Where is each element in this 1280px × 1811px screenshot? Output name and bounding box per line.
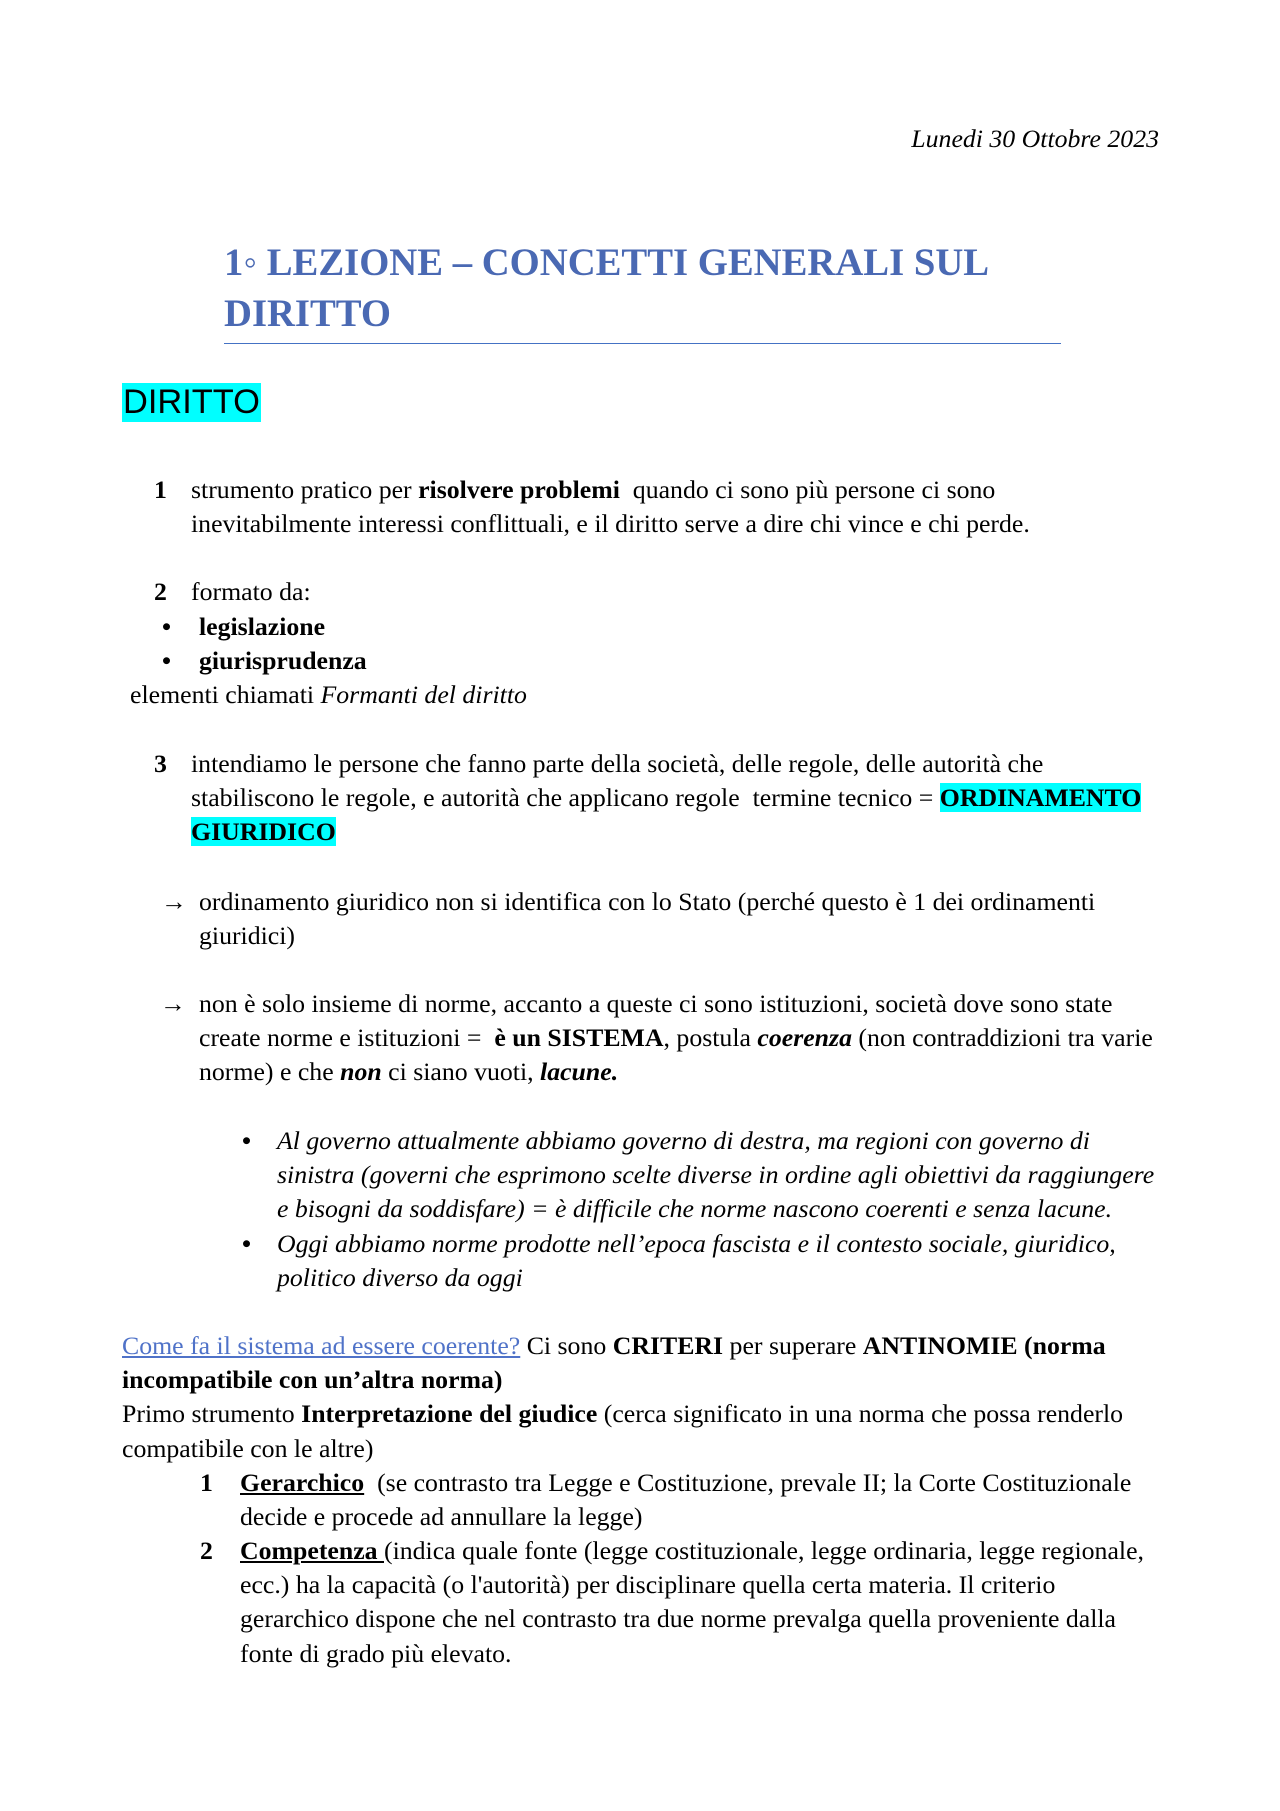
criterion-number: 2 — [200, 1536, 213, 1565]
bold-italic-term: lacune. — [540, 1057, 619, 1087]
bullet-icon: • — [162, 646, 172, 675]
text-line — [191, 815, 1141, 849]
text-run: gerarchico dispone che nel contrasto tra due norme prevalga quella proveniente dalla — [240, 1604, 1116, 1634]
bold-term: giurisprudenza — [199, 646, 367, 675]
text-run: create norme e istituzioni = — [199, 1023, 495, 1053]
highlighted-term: ORDINAMENTO — [939, 783, 1142, 813]
point-text — [191, 747, 1141, 850]
text-line — [277, 1227, 1116, 1261]
bold-italic-term: non — [340, 1057, 382, 1087]
arrow-right-icon: → — [161, 887, 187, 916]
text-line — [122, 1397, 1123, 1431]
text-run: (indica quale fonte (legge costituzionale, legge ordinaria, legge regionale, — [384, 1536, 1144, 1565]
text-run: fonte di grado più elevato. — [240, 1638, 512, 1668]
text-run: Oggi abbiamo norme prodotte nell’epoca fascista e il contesto sociale, giuridico, — [277, 1229, 1116, 1258]
question-link[interactable]: Come fa il sistema ad essere coerente? — [122, 1331, 521, 1360]
text-run: non è solo insieme di norme, accanto a queste ci sono istituzioni, società dove sono state — [199, 989, 1113, 1018]
bold-term: ANTINOMIE (norma — [862, 1331, 1106, 1360]
text-run: stabiliscono le regole, e autorità che applicano regole termine tecnico = — [191, 783, 940, 813]
text-line — [277, 1158, 1154, 1192]
text-line — [240, 1602, 1144, 1636]
point-number: 2 — [154, 577, 167, 606]
text-run: strumento pratico per — [191, 475, 419, 504]
criterion-number: 1 — [200, 1468, 213, 1497]
text-run: ordinamento giuridico non si identifica con lo Stato (perché questo è 1 dei ordinamenti — [199, 887, 1096, 916]
text-line — [191, 781, 1141, 815]
point-text — [191, 575, 311, 609]
bold-term: risolvere problemi — [418, 475, 620, 504]
text-line — [240, 1534, 1144, 1568]
text-run: ecc.) ha la capacità (o l'autorità) per disciplinare quella certa materia. Il criterio — [240, 1570, 1056, 1600]
text-run: intendiamo le persone che fanno parte della società, delle regole, delle autorità che — [191, 749, 1044, 778]
text-run: giuridici) — [199, 921, 295, 951]
text-run: (non contraddizioni tra varie — [851, 1023, 1153, 1053]
bold-term: CRITERI — [612, 1331, 724, 1360]
text-run: quando ci sono più persone ci sono — [619, 475, 996, 504]
text-run: , postula — [663, 1023, 758, 1053]
highlighted-term: GIURIDICO — [191, 817, 336, 847]
text-run: politico diverso da oggi — [277, 1263, 523, 1293]
bold-term: incompatibile con un’altra norma) — [122, 1365, 503, 1395]
example-text — [277, 1227, 1116, 1295]
bold-term: Interpretazione del giudice — [301, 1399, 598, 1429]
point-text — [191, 473, 1030, 541]
text-run: Al governo attualmente abbiamo governo di destra, ma regioni con governo di — [277, 1126, 1090, 1155]
italic-term: Formanti del diritto — [320, 680, 527, 709]
text-run: formato da: — [191, 577, 311, 606]
text-line — [277, 1124, 1154, 1158]
text-line — [277, 1261, 1116, 1295]
text-line — [199, 885, 1095, 919]
text-run: Primo strumento — [122, 1399, 302, 1429]
text-line — [191, 747, 1141, 781]
text-line — [191, 575, 311, 609]
text-line — [199, 610, 325, 644]
text-line — [191, 507, 1030, 541]
point-number: 3 — [154, 749, 167, 778]
text-line — [240, 1500, 1131, 1534]
text-line — [277, 1192, 1154, 1226]
criterion-text — [240, 1466, 1131, 1534]
note-text — [199, 987, 1153, 1090]
text-run: inevitabilmente interessi conflittuali, e il diritto serve a dire chi vince e chi perde. — [191, 509, 1030, 539]
bold-term: legislazione — [199, 611, 326, 641]
text-line — [199, 919, 1095, 953]
criteria-paragraph — [122, 1329, 1123, 1466]
text-run: (se contrasto tra Legge e Costituzione, prevale II; la Corte Costituzionale — [364, 1468, 1132, 1497]
text-run: compatibile con le altre) — [122, 1433, 374, 1463]
text-line — [199, 1021, 1153, 1055]
text-run: per superare — [723, 1331, 863, 1360]
bullet-icon: • — [242, 1126, 252, 1155]
lesson-title: 1◦ LEZIONE – CONCETTI GENERALI SUL DIRITTO — [224, 238, 1061, 344]
arrow-right-icon: → — [160, 989, 186, 1018]
text-line — [191, 473, 1030, 507]
text-line — [199, 644, 367, 678]
text-run: norme) e che — [199, 1057, 341, 1087]
note-text — [199, 885, 1095, 953]
bullet-icon: • — [162, 611, 172, 641]
section-heading: DIRITTO — [123, 383, 260, 421]
text-run: elementi chiamati — [130, 680, 321, 709]
bullet-icon: • — [242, 1229, 252, 1258]
text-run: sinistra (governi che esprimono scelte diverse in ordine agli obiettivi da raggiungere — [277, 1160, 1155, 1190]
text-line — [240, 1568, 1144, 1602]
criterion-name: Gerarchico — [240, 1468, 365, 1497]
point-number: 1 — [154, 475, 167, 504]
text-run: (cerca significato in una norma che possa renderlo — [597, 1399, 1124, 1429]
text-run: Ci sono — [520, 1331, 613, 1360]
bold-italic-term: coerenza — [757, 1023, 852, 1053]
criterion-text — [240, 1534, 1144, 1671]
text-run: e bisogni da soddisfare) = è difficile che norme nascono coerenti e senza lacune. — [277, 1194, 1113, 1224]
text-run: ci siano vuoti, — [381, 1057, 541, 1087]
text-line — [122, 1432, 1123, 1466]
text-line — [199, 1055, 1153, 1089]
text-line — [240, 1637, 1144, 1671]
formanti-note — [130, 678, 527, 712]
example-text — [277, 1124, 1154, 1227]
text-line — [122, 1329, 1123, 1363]
bold-term: è un SISTEMA — [494, 1023, 664, 1053]
text-line — [240, 1466, 1131, 1500]
text-line — [122, 1363, 1123, 1397]
lesson-date: Lunedi 30 Ottobre 2023 — [911, 124, 1159, 153]
text-line — [199, 987, 1153, 1021]
text-run: decide e procede ad annullare la legge) — [240, 1502, 643, 1532]
criterion-name: Competenza — [240, 1536, 384, 1565]
